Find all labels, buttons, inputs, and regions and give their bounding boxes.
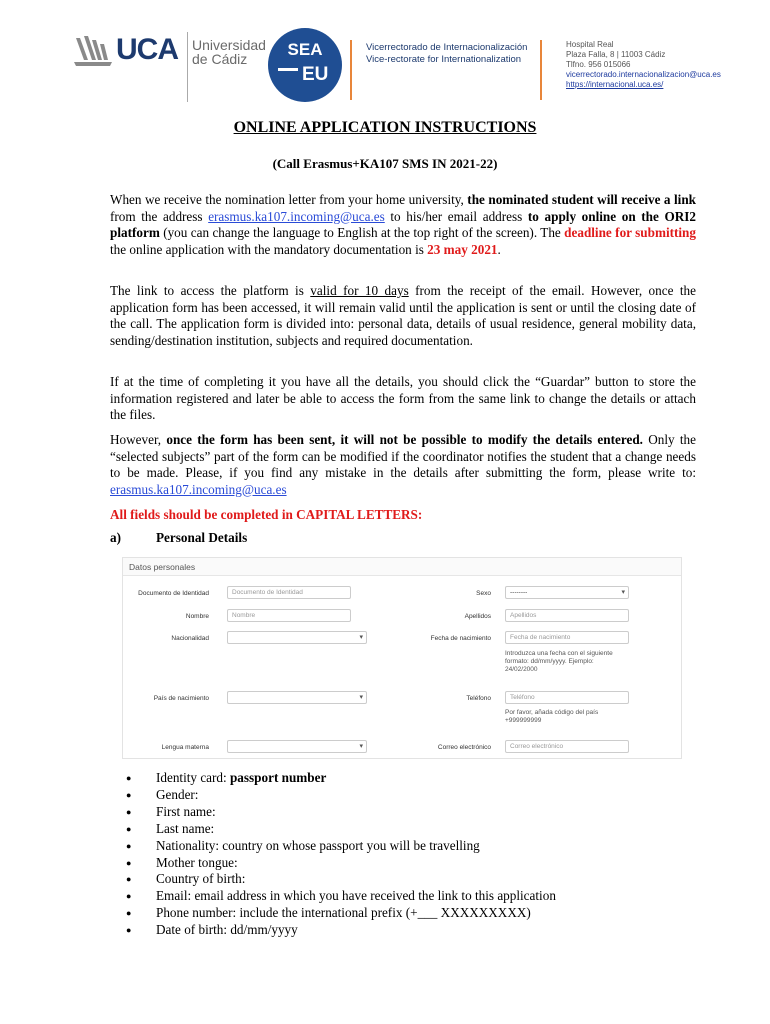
- divider: [540, 40, 542, 100]
- page-subtitle: (Call Erasmus+KA107 SMS IN 2021-22): [272, 156, 498, 171]
- university-name: Universidad de Cádiz: [192, 37, 266, 67]
- sea-eu-logo: SEA EU: [268, 28, 342, 102]
- nacionalidad-select[interactable]: [227, 631, 367, 644]
- lengua-label: Lengua materna: [161, 744, 209, 751]
- sexo-label: Sexo: [476, 590, 491, 597]
- list-item: ● Email: email address in which you have received the link to this application: [126, 888, 556, 905]
- field-list: [126, 770, 556, 939]
- email-link[interactable]: erasmus.ka107.incoming@uca.es: [110, 481, 287, 497]
- divider: [350, 40, 352, 100]
- personal-data-form: [122, 557, 682, 759]
- nacionalidad-label: Nacionalidad: [171, 635, 209, 642]
- paragraph-modify: However, once the form has been sent, it will not be possible to modify the details entered. Only the “selected subjects” part of the form can be modified if the coordinator notifies the student that a change needs to be made. Please, if you find any mistake in the details after submitting the form, please write to: erasmus.ka107.incoming@uca.es: [110, 432, 696, 497]
- letterhead: [0, 0, 770, 110]
- list-item: ● First name:: [126, 804, 556, 821]
- apellidos-label: Apellidos: [464, 613, 491, 620]
- website-link[interactable]: https://internacional.uca.es/: [566, 80, 664, 89]
- doc-label: Documento de Identidad: [138, 590, 209, 597]
- list-item: ● Nationality: country on whose passport you will be travelling: [126, 838, 556, 855]
- doc-input[interactable]: Documento de Identidad: [227, 586, 351, 599]
- fecha-help: Introduzca una fecha con el siguiente formato: dd/mm/yyyy. Ejemplo: 24/02/2000: [505, 650, 613, 673]
- lengua-select[interactable]: [227, 740, 367, 753]
- pais-select[interactable]: [227, 691, 367, 704]
- list-item: ● Identity card: passport number: [126, 770, 556, 787]
- email-link[interactable]: vicerrectorado.internacionalizacion@uca.es: [566, 70, 721, 79]
- telefono-label: Teléfono: [466, 695, 491, 702]
- telefono-input[interactable]: Teléfono: [505, 691, 629, 704]
- vice-rectorate-title: Vicerrectorado de Internacionalización Vice-rectorate for Internationalization: [366, 42, 528, 65]
- fecha-label: Fecha de nacimiento: [430, 635, 491, 642]
- apellidos-input[interactable]: Apellidos: [505, 609, 629, 622]
- correo-input[interactable]: Correo electrónico: [505, 740, 629, 753]
- form-header: Datos personales: [123, 558, 681, 576]
- email-link[interactable]: erasmus.ka107.incoming@uca.es: [208, 208, 385, 224]
- list-item: ● Mother tongue:: [126, 855, 556, 872]
- list-item: ● Date of birth: dd/mm/yyyy: [126, 922, 556, 939]
- list-item: ● Country of birth:: [126, 871, 556, 888]
- nombre-label: Nombre: [185, 613, 209, 620]
- divider: [187, 32, 188, 102]
- uca-logo-text: UCA: [116, 33, 178, 66]
- paragraph-validity: The link to access the platform is valid for 10 days from the receipt of the email. However, once the application form has been accessed, it will remain valid until the application is sent or until the closing date of the call. The application form is divided into: personal data, details of usual residence, general mobility data, sending/destination institution, subjects and required documentation.: [110, 283, 696, 348]
- fecha-input[interactable]: Fecha de nacimiento: [505, 631, 629, 644]
- address-block: Hospital Real Plaza Falla, 8 | 11003 Cádiz Tlfno. 956 015066 vicerrectorado.internacionalizacion@uca.es https://internacional.uca.es/: [566, 40, 721, 89]
- list-item: ● Gender:: [126, 787, 556, 804]
- correo-label: Correo electrónico: [437, 744, 491, 751]
- telefono-help: Por favor, añada código del país +999999999: [505, 709, 599, 724]
- sexo-select[interactable]: -------- ▾: [505, 586, 629, 599]
- capital-letters-note: All fields should be completed in CAPITAL LETTERS:: [110, 507, 423, 522]
- nombre-input[interactable]: Nombre: [227, 609, 351, 622]
- paragraph-save: If at the time of completing it you have all the details, you should click the “Guardar” button to store the information registered and later be able to access the form from the same link to change the details or attach the files.: [110, 374, 696, 423]
- list-item: ● Phone number: include the international prefix (+___ XXXXXXXXX): [126, 905, 556, 922]
- page-title: ONLINE APPLICATION INSTRUCTIONS: [233, 119, 537, 136]
- pais-label: País de nacimiento: [153, 695, 209, 702]
- section-heading: a) Personal Details: [110, 530, 248, 545]
- paragraph-intro: When we receive the nomination letter from your home university, the nominated student will receive a link from the address erasmus.ka107.incoming@uca.es to his/her email address to apply online on the ORI2 platform (you can change the language to English at the top right of the screen). The deadline for submitting the online application with the mandatory documentation is 23 may 2021.: [110, 192, 697, 257]
- list-item: ● Last name:: [126, 821, 556, 838]
